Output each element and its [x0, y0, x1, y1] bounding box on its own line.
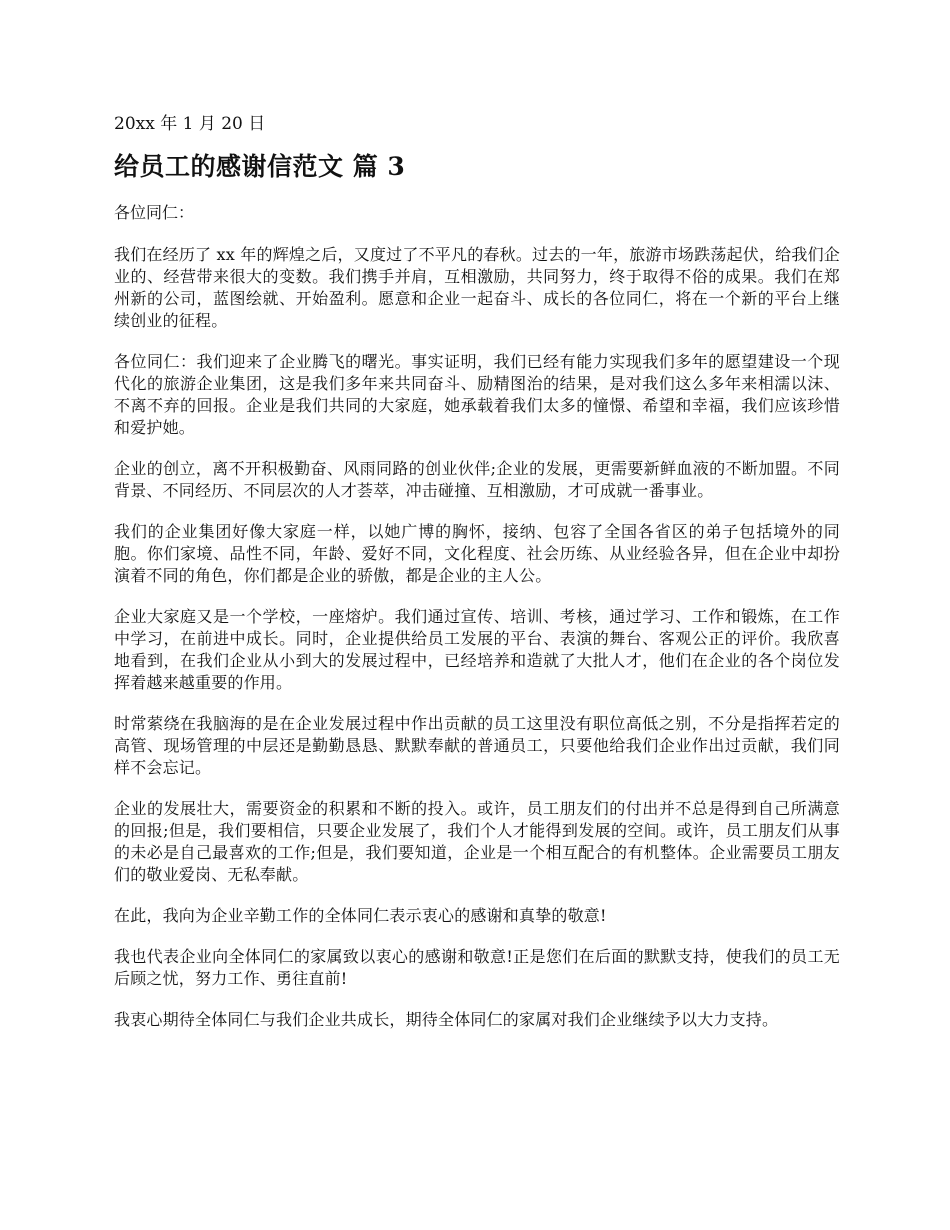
- paragraph-1: 我们在经历了 xx 年的辉煌之后，又度过了不平凡的春秋。过去的一年，旅游市场跌荡起伏，给我们企业的、经营带来很大的变数。我们携手并肩，互相激励，共同努力，终于取得不俗的成果。我们在郑州新的公司，蓝图绘就、开始盈利。愿意和企业一起奋斗、成长的各位同仁，将在一个新的平台上继续创业的征程。: [114, 245, 840, 330]
- document-page: [114, 112, 840, 1050]
- paragraph-5: 企业大家庭又是一个学校，一座熔炉。我们通过宣传、培训、考核，通过学习、工作和锻炼，在工作中学习，在前进中成长。同时，企业提供给员工发展的平台、表演的舞台、客观公正的评价。我欣喜地看到，在我们企业从小到大的发展过程中，已经培养和造就了大批人才，他们在企业的各个岗位发挥着越来越重要的作用。: [114, 607, 840, 692]
- paragraph-2: 各位同仁：我们迎来了企业腾飞的曙光。事实证明，我们已经有能力实现我们多年的愿望建设一个现代化的旅游企业集团，这是我们多年来共同奋斗、励精图治的结果，是对我们这么多年来相濡以沫、不离不弃的回报。企业是我们共同的大家庭，她承载着我们太多的憧憬、希望和幸福，我们应该珍惜和爱护她。: [114, 352, 840, 437]
- paragraph-9: 我也代表企业向全体同仁的家属致以衷心的感谢和敬意!正是您们在后面的默默支持，使我们的员工无后顾之忧，努力工作、勇往直前!: [114, 947, 840, 988]
- document-title: 给员工的感谢信范文 篇 3: [114, 152, 406, 181]
- paragraph-3: 企业的创立，离不开积极勤奋、风雨同路的创业伙伴;企业的发展，更需要新鲜血液的不断加盟。不同背景、不同经历、不同层次的人才荟萃，冲击碰撞、互相激励，才可成就一番事业。: [114, 459, 840, 500]
- paragraph-10: 我衷心期待全体同仁与我们企业共成长，期待全体同仁的家属对我们企业继续予以大力支持。: [114, 1010, 779, 1029]
- document-date: 20xx 年 1 月 20 日: [114, 114, 266, 134]
- paragraph-4: 我们的企业集团好像大家庭一样，以她广博的胸怀，接纳、包容了全国各省区的弟子包括境外的同胞。你们家境、品性不同，年龄、爱好不同，文化程度、社会历练、从业经验各异，但在企业中却扮演着不同的角色，你们都是企业的骄傲，都是企业的主人公。: [114, 522, 840, 585]
- paragraph-7: 企业的发展壮大，需要资金的积累和不断的投入。或许，员工朋友们的付出并不总是得到自己所满意的回报;但是，我们要相信，只要企业发展了，我们个人才能得到发展的空间。或许，员工朋友们从事的未必是自己最喜欢的工作;但是，我们要知道，企业是一个相互配合的有机整体。企业需要员工朋友们的敬业爱岗、无私奉献。: [114, 799, 840, 884]
- salutation: 各位同仁：: [114, 203, 195, 222]
- paragraph-8: 在此，我向为企业辛勤工作的全体同仁表示衷心的感谢和真挚的敬意!: [114, 906, 607, 925]
- paragraph-6: 时常萦绕在我脑海的是在企业发展过程中作出贡献的员工这里没有职位高低之别，不分是指挥若定的高管、现场管理的中层还是勤勤恳恳、默默奉献的普通员工，只要他给我们企业作出过贡献，我们同样不会忘记。: [114, 714, 840, 777]
